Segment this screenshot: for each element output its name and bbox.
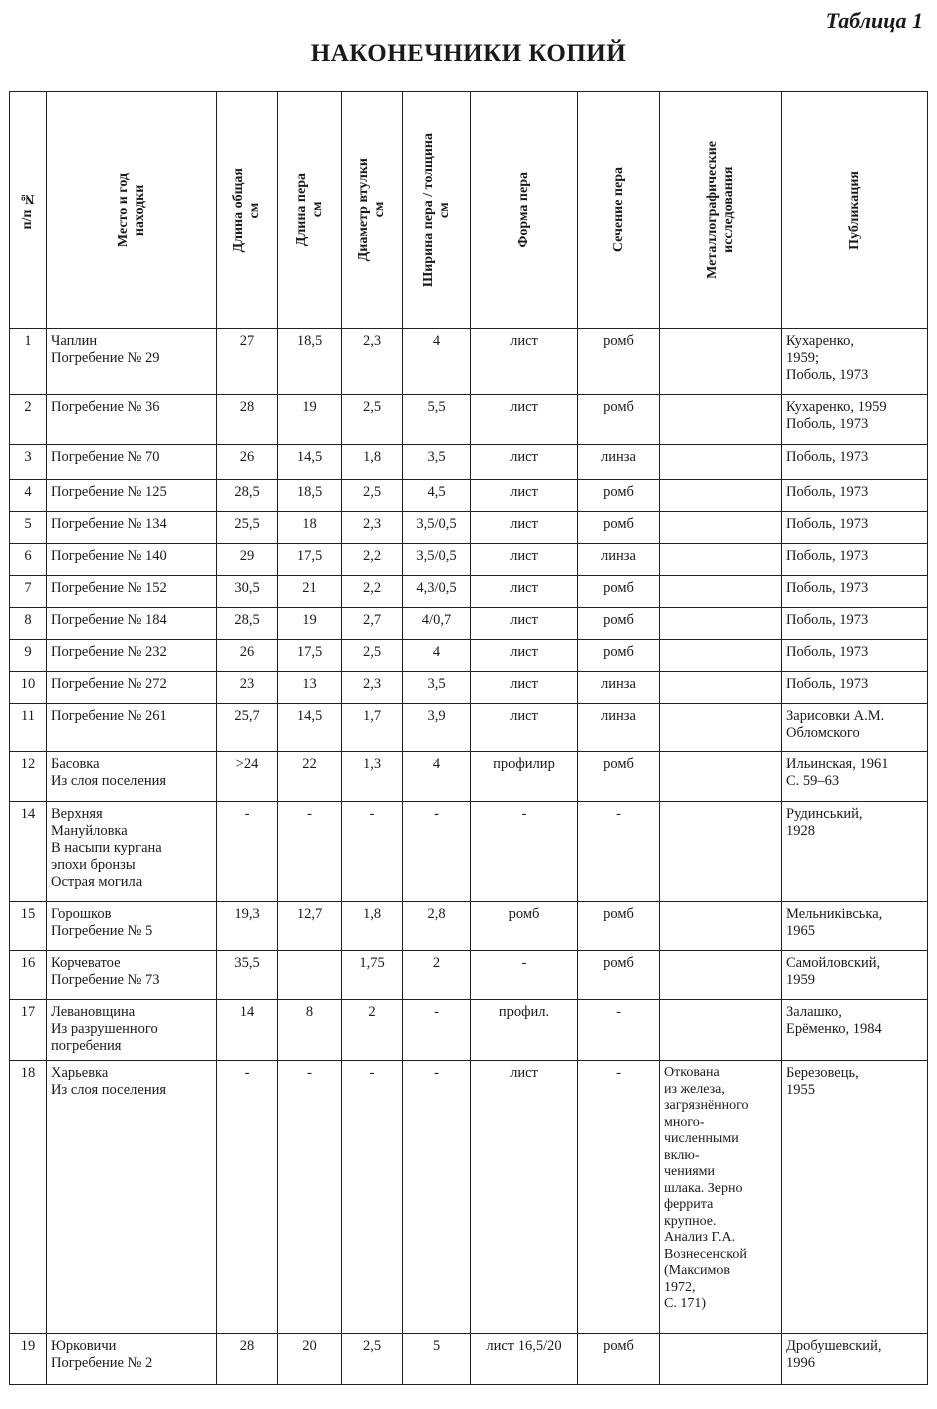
cell-blade-shape: лист [471, 640, 578, 672]
cell-num: 10 [10, 672, 47, 704]
table-caption: Таблица 1 [825, 8, 923, 33]
cell-total-length: 28 [217, 1334, 278, 1385]
col-header-blade-width: Ширина пера / толщина см [403, 92, 471, 329]
cell-place: Погребение № 272 [47, 672, 217, 704]
cell-metallography [660, 951, 782, 1000]
cell-blade-length: 18 [278, 512, 342, 544]
cell-blade-section: ромб [578, 608, 660, 640]
cell-total-length: 26 [217, 640, 278, 672]
cell-socket-diameter: - [342, 802, 403, 902]
cell-place: Погребение № 261 [47, 704, 217, 752]
cell-total-length: 35,5 [217, 951, 278, 1000]
cell-publication: Поболь, 1973 [782, 445, 928, 480]
cell-blade-width: 4/0,7 [403, 608, 471, 640]
table-row [10, 445, 928, 480]
cell-metallography [660, 480, 782, 512]
cell-blade-length: 19 [278, 608, 342, 640]
spearheads-table [9, 91, 928, 1385]
cell-blade-shape: профил. [471, 1000, 578, 1061]
cell-socket-diameter: 2,3 [342, 329, 403, 395]
cell-num: 4 [10, 480, 47, 512]
cell-total-length: 28,5 [217, 480, 278, 512]
col-header-publication: Публикация [782, 92, 928, 329]
col-header-blade-section: Сечение пера [578, 92, 660, 329]
cell-blade-width: - [403, 1000, 471, 1061]
col-header-num: п/п № [10, 92, 47, 329]
cell-blade-shape: лист [471, 445, 578, 480]
cell-blade-shape: ромб [471, 902, 578, 951]
cell-publication: Поболь, 1973 [782, 576, 928, 608]
cell-num: 8 [10, 608, 47, 640]
cell-blade-section: - [578, 1061, 660, 1334]
cell-place: Юрковичи Погребение № 2 [47, 1334, 217, 1385]
cell-place: Корчеватое Погребение № 73 [47, 951, 217, 1000]
cell-metallography: Откована из железа, загрязнённого много- численными вклю- чениями шлака. Зерно феррита крупное. Анализ Г.А. Вознесенской (Максимов 1972, С. 171) [660, 1061, 782, 1334]
col-header-blade-length: Длина пера см [278, 92, 342, 329]
cell-metallography [660, 752, 782, 802]
table-row [10, 902, 928, 951]
cell-blade-section: ромб [578, 329, 660, 395]
cell-place: Верхняя Мануйловка В насыпи кургана эпохи бронзы Острая могила [47, 802, 217, 902]
col-header-place: Место и год находки [47, 92, 217, 329]
cell-publication: Поболь, 1973 [782, 640, 928, 672]
table-row [10, 544, 928, 576]
cell-blade-width: - [403, 802, 471, 902]
cell-total-length: - [217, 1061, 278, 1334]
cell-blade-section: линза [578, 672, 660, 704]
cell-socket-diameter: 2,5 [342, 395, 403, 445]
col-header-blade-shape: Форма пера [471, 92, 578, 329]
cell-publication: Кухаренко, 1959; Поболь, 1973 [782, 329, 928, 395]
cell-metallography [660, 704, 782, 752]
cell-blade-shape: лист 16,5/20 [471, 1334, 578, 1385]
cell-blade-length: 8 [278, 1000, 342, 1061]
cell-blade-width: 5,5 [403, 395, 471, 445]
cell-publication: Дробушевский, 1996 [782, 1334, 928, 1385]
cell-blade-section: ромб [578, 480, 660, 512]
cell-blade-section: линза [578, 544, 660, 576]
cell-publication: Поболь, 1973 [782, 608, 928, 640]
cell-blade-width: 3,5/0,5 [403, 544, 471, 576]
cell-place: Погребение № 140 [47, 544, 217, 576]
table-row [10, 672, 928, 704]
cell-num: 1 [10, 329, 47, 395]
cell-total-length: 29 [217, 544, 278, 576]
cell-blade-length: 13 [278, 672, 342, 704]
table-row [10, 512, 928, 544]
cell-blade-length: 14,5 [278, 704, 342, 752]
cell-total-length: 28 [217, 395, 278, 445]
cell-socket-diameter: 2,5 [342, 1334, 403, 1385]
cell-blade-length: 12,7 [278, 902, 342, 951]
cell-publication: Ильинская, 1961 С. 59–63 [782, 752, 928, 802]
cell-metallography [660, 329, 782, 395]
cell-blade-shape: - [471, 802, 578, 902]
cell-blade-length: 20 [278, 1334, 342, 1385]
cell-blade-length: 17,5 [278, 640, 342, 672]
cell-publication: Рудинський, 1928 [782, 802, 928, 902]
cell-place: Погребение № 184 [47, 608, 217, 640]
cell-blade-length: 18,5 [278, 329, 342, 395]
cell-blade-length [278, 951, 342, 1000]
cell-blade-length: - [278, 802, 342, 902]
cell-total-length: 23 [217, 672, 278, 704]
cell-num: 7 [10, 576, 47, 608]
cell-blade-length: - [278, 1061, 342, 1334]
col-header-socket-diameter: Диаметр втулки см [342, 92, 403, 329]
col-header-metallography: Металлографические исследования [660, 92, 782, 329]
cell-num: 11 [10, 704, 47, 752]
cell-place: Горошков Погребение № 5 [47, 902, 217, 951]
cell-metallography [660, 608, 782, 640]
cell-socket-diameter: 1,75 [342, 951, 403, 1000]
cell-blade-section: ромб [578, 640, 660, 672]
cell-metallography [660, 576, 782, 608]
cell-place: Левановщина Из разрушенного погребения [47, 1000, 217, 1061]
cell-total-length: 30,5 [217, 576, 278, 608]
cell-socket-diameter: 2,2 [342, 576, 403, 608]
table-row [10, 951, 928, 1000]
cell-blade-width: 4 [403, 640, 471, 672]
cell-total-length: 14 [217, 1000, 278, 1061]
cell-blade-shape: профилир [471, 752, 578, 802]
cell-blade-width: 3,5 [403, 672, 471, 704]
cell-socket-diameter: - [342, 1061, 403, 1334]
cell-metallography [660, 512, 782, 544]
table-row [10, 395, 928, 445]
table-body [10, 329, 928, 1385]
cell-num: 16 [10, 951, 47, 1000]
cell-blade-shape: лист [471, 480, 578, 512]
cell-socket-diameter: 2 [342, 1000, 403, 1061]
cell-place: Погребение № 125 [47, 480, 217, 512]
cell-num: 6 [10, 544, 47, 576]
cell-blade-width: 2 [403, 951, 471, 1000]
cell-total-length: >24 [217, 752, 278, 802]
cell-socket-diameter: 2,5 [342, 480, 403, 512]
cell-place: Погребение № 232 [47, 640, 217, 672]
cell-blade-width: 4,3/0,5 [403, 576, 471, 608]
cell-blade-length: 21 [278, 576, 342, 608]
cell-socket-diameter: 1,7 [342, 704, 403, 752]
table-row [10, 1000, 928, 1061]
cell-blade-shape: лист [471, 608, 578, 640]
cell-publication: Кухаренко, 1959 Поболь, 1973 [782, 395, 928, 445]
cell-place: Погребение № 70 [47, 445, 217, 480]
cell-total-length: - [217, 802, 278, 902]
cell-num: 14 [10, 802, 47, 902]
cell-num: 9 [10, 640, 47, 672]
cell-socket-diameter: 2,2 [342, 544, 403, 576]
cell-total-length: 19,3 [217, 902, 278, 951]
cell-blade-shape: лист [471, 544, 578, 576]
cell-metallography [660, 640, 782, 672]
cell-num: 18 [10, 1061, 47, 1334]
cell-blade-width: - [403, 1061, 471, 1334]
table-row [10, 329, 928, 395]
cell-blade-shape: лист [471, 512, 578, 544]
cell-blade-width: 2,8 [403, 902, 471, 951]
cell-blade-shape: лист [471, 395, 578, 445]
cell-metallography [660, 672, 782, 704]
cell-num: 15 [10, 902, 47, 951]
cell-publication: Залашко, Ерёменко, 1984 [782, 1000, 928, 1061]
cell-metallography [660, 395, 782, 445]
cell-blade-section: линза [578, 445, 660, 480]
cell-place: Погребение № 36 [47, 395, 217, 445]
cell-blade-section: ромб [578, 576, 660, 608]
cell-blade-section: ромб [578, 951, 660, 1000]
cell-metallography [660, 445, 782, 480]
cell-socket-diameter: 1,8 [342, 902, 403, 951]
cell-publication: Поболь, 1973 [782, 544, 928, 576]
cell-total-length: 26 [217, 445, 278, 480]
cell-blade-shape: лист [471, 704, 578, 752]
cell-publication: Поболь, 1973 [782, 480, 928, 512]
cell-total-length: 25,7 [217, 704, 278, 752]
cell-publication: Березовець, 1955 [782, 1061, 928, 1334]
cell-socket-diameter: 2,3 [342, 512, 403, 544]
cell-socket-diameter: 1,8 [342, 445, 403, 480]
table-row [10, 752, 928, 802]
cell-blade-shape: лист [471, 672, 578, 704]
cell-place: Чаплин Погребение № 29 [47, 329, 217, 395]
cell-publication: Мельникiвська, 1965 [782, 902, 928, 951]
table-row [10, 576, 928, 608]
table-row [10, 640, 928, 672]
cell-blade-section: - [578, 1000, 660, 1061]
cell-place: Погребение № 134 [47, 512, 217, 544]
table-row [10, 480, 928, 512]
cell-metallography [660, 1000, 782, 1061]
cell-blade-width: 3,5 [403, 445, 471, 480]
cell-blade-width: 5 [403, 1334, 471, 1385]
cell-publication: Зарисовки А.М. Обломского [782, 704, 928, 752]
table-row [10, 608, 928, 640]
cell-socket-diameter: 2,7 [342, 608, 403, 640]
cell-total-length: 27 [217, 329, 278, 395]
cell-blade-shape: - [471, 951, 578, 1000]
cell-metallography [660, 902, 782, 951]
cell-publication: Поболь, 1973 [782, 672, 928, 704]
cell-socket-diameter: 2,3 [342, 672, 403, 704]
cell-blade-width: 4 [403, 752, 471, 802]
cell-num: 12 [10, 752, 47, 802]
cell-blade-section: линза [578, 704, 660, 752]
cell-blade-length: 17,5 [278, 544, 342, 576]
table-row [10, 1334, 928, 1385]
cell-publication: Самойловский, 1959 [782, 951, 928, 1000]
cell-blade-section: ромб [578, 395, 660, 445]
cell-total-length: 28,5 [217, 608, 278, 640]
cell-blade-section: ромб [578, 512, 660, 544]
page-title: НАКОНЕЧНИКИ КОПИЙ [310, 40, 627, 67]
cell-metallography [660, 544, 782, 576]
cell-socket-diameter: 1,3 [342, 752, 403, 802]
col-header-total-length: Длина общая см [217, 92, 278, 329]
cell-blade-shape: лист [471, 576, 578, 608]
header-row [10, 92, 928, 329]
cell-blade-section: - [578, 802, 660, 902]
cell-num: 17 [10, 1000, 47, 1061]
cell-publication: Поболь, 1973 [782, 512, 928, 544]
cell-place: Басовка Из слоя поселения [47, 752, 217, 802]
cell-blade-section: ромб [578, 752, 660, 802]
table-row [10, 704, 928, 752]
cell-blade-width: 4 [403, 329, 471, 395]
cell-metallography [660, 802, 782, 902]
cell-num: 2 [10, 395, 47, 445]
cell-blade-width: 3,9 [403, 704, 471, 752]
cell-blade-length: 19 [278, 395, 342, 445]
cell-blade-section: ромб [578, 902, 660, 951]
cell-place: Харьевка Из слоя поселения [47, 1061, 217, 1334]
cell-place: Погребение № 152 [47, 576, 217, 608]
cell-blade-length: 18,5 [278, 480, 342, 512]
cell-blade-shape: лист [471, 1061, 578, 1334]
cell-num: 19 [10, 1334, 47, 1385]
cell-blade-width: 4,5 [403, 480, 471, 512]
table-row [10, 1061, 928, 1334]
cell-metallography [660, 1334, 782, 1385]
cell-num: 5 [10, 512, 47, 544]
cell-blade-shape: лист [471, 329, 578, 395]
cell-socket-diameter: 2,5 [342, 640, 403, 672]
cell-total-length: 25,5 [217, 512, 278, 544]
cell-blade-width: 3,5/0,5 [403, 512, 471, 544]
cell-blade-section: ромб [578, 1334, 660, 1385]
cell-num: 3 [10, 445, 47, 480]
cell-blade-length: 14,5 [278, 445, 342, 480]
cell-blade-length: 22 [278, 752, 342, 802]
table-row [10, 802, 928, 902]
